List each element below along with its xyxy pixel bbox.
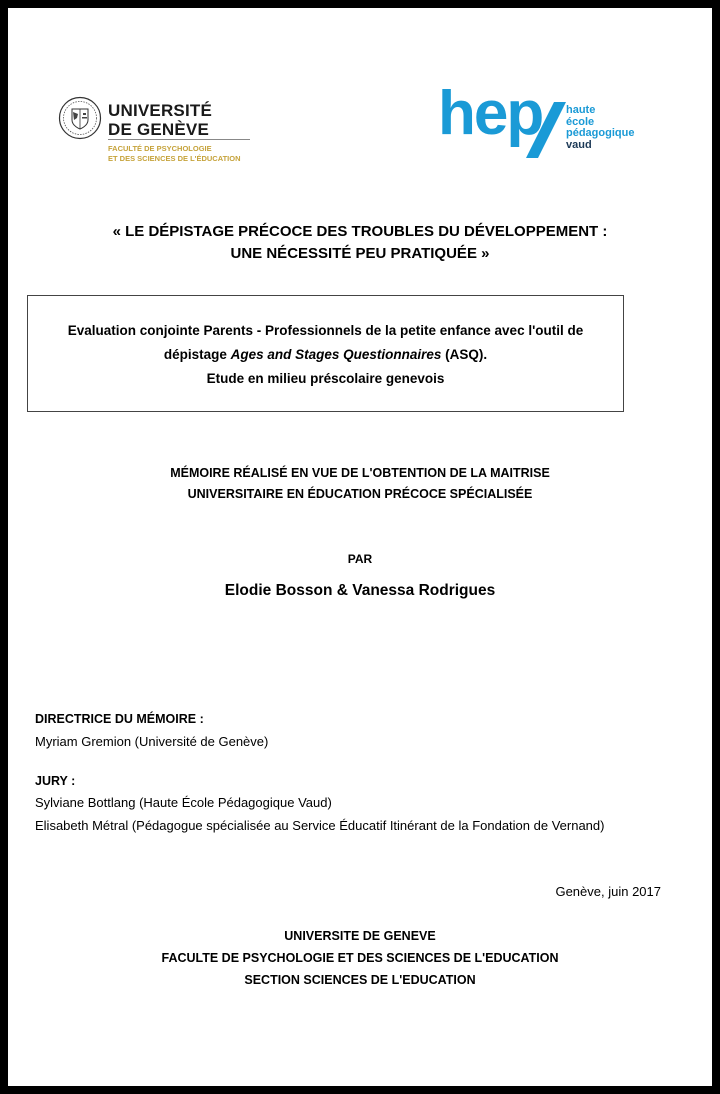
jury-label: JURY : — [35, 774, 76, 788]
hep-sub-line3: pédagogique — [566, 127, 635, 139]
directrice-name: Myriam Gremion (Université de Genève) — [35, 734, 269, 749]
subtitle-line2-italic: Ages and Stages Questionnaires — [230, 347, 442, 362]
unige-logo-name — [108, 101, 212, 139]
unige-seal-icon — [58, 96, 102, 140]
unige-name-line1: UNIVERSITÉ — [108, 101, 213, 120]
subtitle-text — [27, 319, 624, 391]
unige-name-line2: DE GENÈVE — [108, 120, 209, 139]
main-title-line2: UNE NÉCESSITÉ PEU PRATIQUÉE » — [230, 245, 490, 262]
unige-faculty-line1: FACULTÉ DE PSYCHOLOGIE — [108, 144, 212, 153]
footer-line1: UNIVERSITE DE GENEVE — [284, 929, 436, 943]
subtitle-line2-pre: dépistage — [163, 347, 231, 362]
subtitle-line2 — [27, 343, 624, 367]
authors: Elodie Bosson & Vanessa Rodrigues — [224, 582, 496, 599]
subtitle-line1: Evaluation conjointe Parents - Professionnels de la petite enfance avec l'outil de — [67, 323, 584, 338]
subtitle-line3: Etude en milieu préscolaire genevois — [206, 371, 445, 386]
hep-sub-line1: haute — [566, 104, 596, 116]
hep-sub-line4: vaud — [566, 138, 592, 151]
jury-member-2: Elisabeth Métral (Pédagogue spécialisée au Service Éducatif Itinérant de la Fondation de Vernand) — [35, 818, 605, 833]
place-date: Genève, juin 2017 — [555, 884, 661, 899]
footer-line3: SECTION SCIENCES DE L'EDUCATION — [244, 973, 476, 987]
subtitle-line2-post: (ASQ). — [441, 347, 488, 362]
par-label: PAR — [347, 552, 373, 566]
main-title — [8, 221, 712, 265]
unige-faculty-line2: ET DES SCIENCES DE L'ÉDUCATION — [108, 154, 241, 163]
memoire-line1: MÉMOIRE RÉALISÉ EN VUE DE L'OBTENTION DE LA MAITRISE — [170, 466, 550, 480]
unige-divider — [108, 139, 250, 140]
hep-logo-subtitle — [566, 105, 634, 151]
institution-footer — [8, 925, 712, 991]
directrice-label: DIRECTRICE DU MÉMOIRE : — [35, 712, 204, 726]
memoire-statement — [8, 463, 712, 505]
unige-faculty — [108, 144, 241, 164]
memoire-line2: UNIVERSITAIRE EN ÉDUCATION PRÉCOCE SPÉCIALISÉE — [187, 487, 533, 501]
main-title-line1: « LE DÉPISTAGE PRÉCOCE DES TROUBLES DU DÉVELOPPEMENT : — [112, 223, 608, 240]
hep-sub-line2: école — [566, 115, 595, 128]
title-page — [8, 8, 712, 1086]
jury-member-1: Sylviane Bottlang (Haute École Pédagogique Vaud) — [35, 795, 332, 810]
footer-line2: FACULTE DE PSYCHOLOGIE ET DES SCIENCES DE L'EDUCATION — [161, 951, 559, 965]
hep-logo-word: hep — [438, 79, 543, 148]
